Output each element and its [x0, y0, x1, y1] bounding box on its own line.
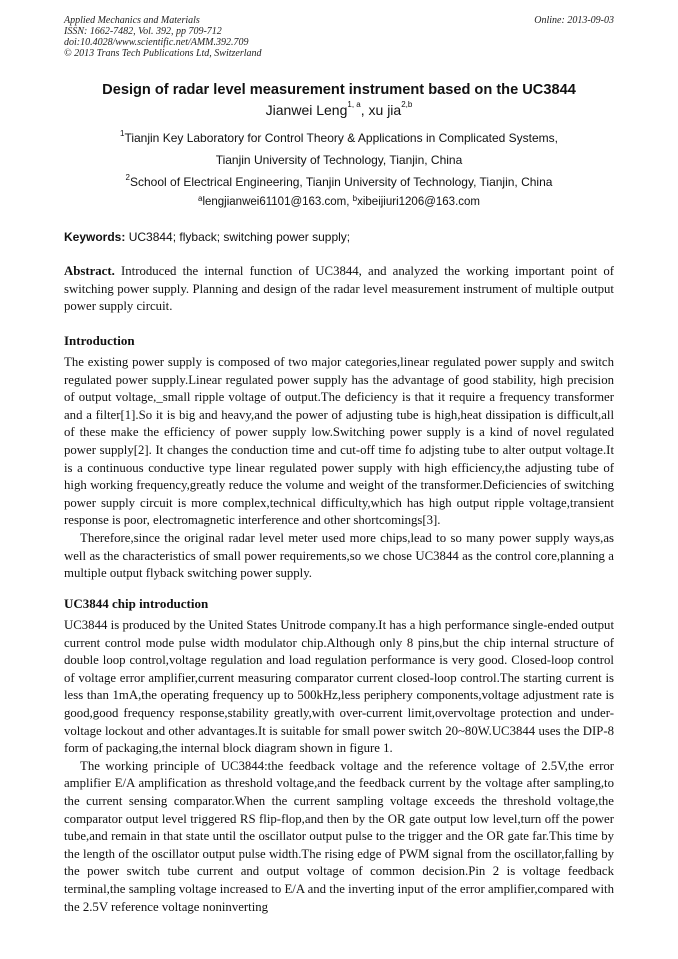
abstract-label: Abstract.: [64, 264, 115, 278]
affiliation-2-sup: 2: [125, 173, 130, 182]
introduction-paragraph-1: The existing power supply is composed of two major categories,linear regulated power supply and switch regulated power supply.Linear regulated power supply has the advantage of good stability, high precision of output voltage,_small ripple voltage of output.The deficiency is that it require a frequency transformer and a filter[1].So it is big and heavy,and the power of adjusting tube is high,heat dissipation is difficult,all of these make the efficiency of power supply low.Switching power supply is a kind of novel regulated power supply[2]. It changes the conduction time and cut-off time fo adjsting tube to alter output voltage.It is a continuous conductive type linear regulated power supply with high efficiency,the adjusting tube of high working frequency,greatly reduce the volume and weight of the transformer.Deficiencies of switching power supply circuit is more complex,technical difficulty,which has high output ripple voltage,transient response is poor, electromagnetic interference and other shortcomings[3].: [64, 355, 614, 528]
abstract: [64, 263, 614, 316]
affiliation-2: [0, 175, 678, 189]
affiliation-1-sup: 1: [120, 129, 125, 138]
introduction-heading: Introduction: [64, 333, 135, 348]
journal-header: [64, 15, 262, 59]
issn-line: ISSN: 1662-7482, Vol. 392, pp 709-712: [64, 26, 222, 37]
introduction-body: [64, 354, 614, 583]
chip-intro-heading: UC3844 chip introduction: [64, 596, 209, 611]
author-line: [0, 102, 678, 118]
author-separator: ,: [360, 102, 369, 118]
author-2-sup: 2,b: [401, 100, 413, 109]
affiliation-2-text: School of Electrical Engineering, Tianjin University of Technology, Tianjin, China: [130, 175, 553, 189]
chip-intro-paragraph-1: UC3844 is produced by the United States Unitrode company.It has a high performance single-ended output current control mode pulse width modulator chip.Although only 8 pins,but the chip internal structure of double loop control,voltage regulation and load regulation performance is very good. Closed-loop control of voltage error amplifier,current measuring comparator current closed-loop control.The starting current is less than 1mA,the operating frequency up to 500kHz,less periphery components,voltage adjustment rate is good,good frequency response,stability greatly,with over-current limit,overvoltage protection and under-voltage lockout and other advantages.It is suitable for small power switch 20~80W.UC3844 uses the DIP-8 form of packaging,the internal block diagram shown in figure 1.: [64, 618, 614, 756]
affiliation-1-line2: Tianjin University of Technology, Tianjin, China: [215, 153, 463, 167]
online-date: Online: 2013-09-03: [534, 15, 614, 26]
email-b-sup: b: [352, 194, 358, 203]
keywords-label: Keywords:: [64, 230, 126, 244]
paper-title: Design of radar level measurement instrument based on the UC3844: [102, 82, 576, 98]
keywords: [64, 230, 350, 244]
introduction-paragraph-2: Therefore,since the original radar level meter used more chips,lead to so many power supply ways,as well as the characteristics of small power requirements,so we chose UC3844 as the control core,planning a multiple output flyback switching power supply.: [64, 530, 614, 581]
author-1-sup: 1, a: [347, 100, 361, 109]
author-2: xu jia: [368, 102, 402, 118]
chip-intro-body: [64, 617, 614, 916]
keywords-text: UC3844; flyback; switching power supply;: [125, 230, 351, 244]
affiliation-1-text: Tianjin Key Laboratory for Control Theory & Applications in Complicated Systems,: [124, 131, 558, 145]
author-1: Jianwei Leng: [265, 102, 348, 118]
abstract-text: Introduced the internal function of UC3844, and analyzed the working important point of switching power supply. Planning and design of the radar level measurement instrument of multiple output power supply circuit.: [64, 264, 614, 314]
email-b: xibeijiuri1206@163.com: [357, 196, 480, 208]
journal-name: Applied Mechanics and Materials: [64, 15, 200, 26]
email-a-sup: a: [197, 194, 203, 203]
email-line: [0, 196, 678, 208]
copyright-line: © 2013 Trans Tech Publications Ltd, Switzerland: [64, 48, 262, 59]
doi-line: doi:10.4028/www.scientific.net/AMM.392.709: [64, 37, 249, 48]
chip-intro-paragraph-2: The working principle of UC3844:the feedback voltage and the reference voltage of 2.5V,the error amplifier E/A amplification as threshold voltage,and the feedback current by the voltage after sampling,to the current sensing comparator.When the current sampling voltage exceeds the threshold voltage,the comparator output level triggered RS flip-flop,and then by the OR gate output low level,turn off the power tube,and remain in that state until the oscillator output pulse to the trigger and the OR gate far.This time by the length of the oscillator output pulse width.The rising edge of PWM signal from the oscillator,falling by the power switch tube current and output voltage of common decision.Pin 2 is voltage feedback terminal,the sampling voltage increased to E/A and the inverting input of the error amplifier,compared with the 2.5V reference voltage noninverting: [64, 758, 614, 914]
affiliation-1-line1: [0, 131, 678, 145]
email-a: lengjianwei61101@163.com,: [202, 196, 353, 208]
